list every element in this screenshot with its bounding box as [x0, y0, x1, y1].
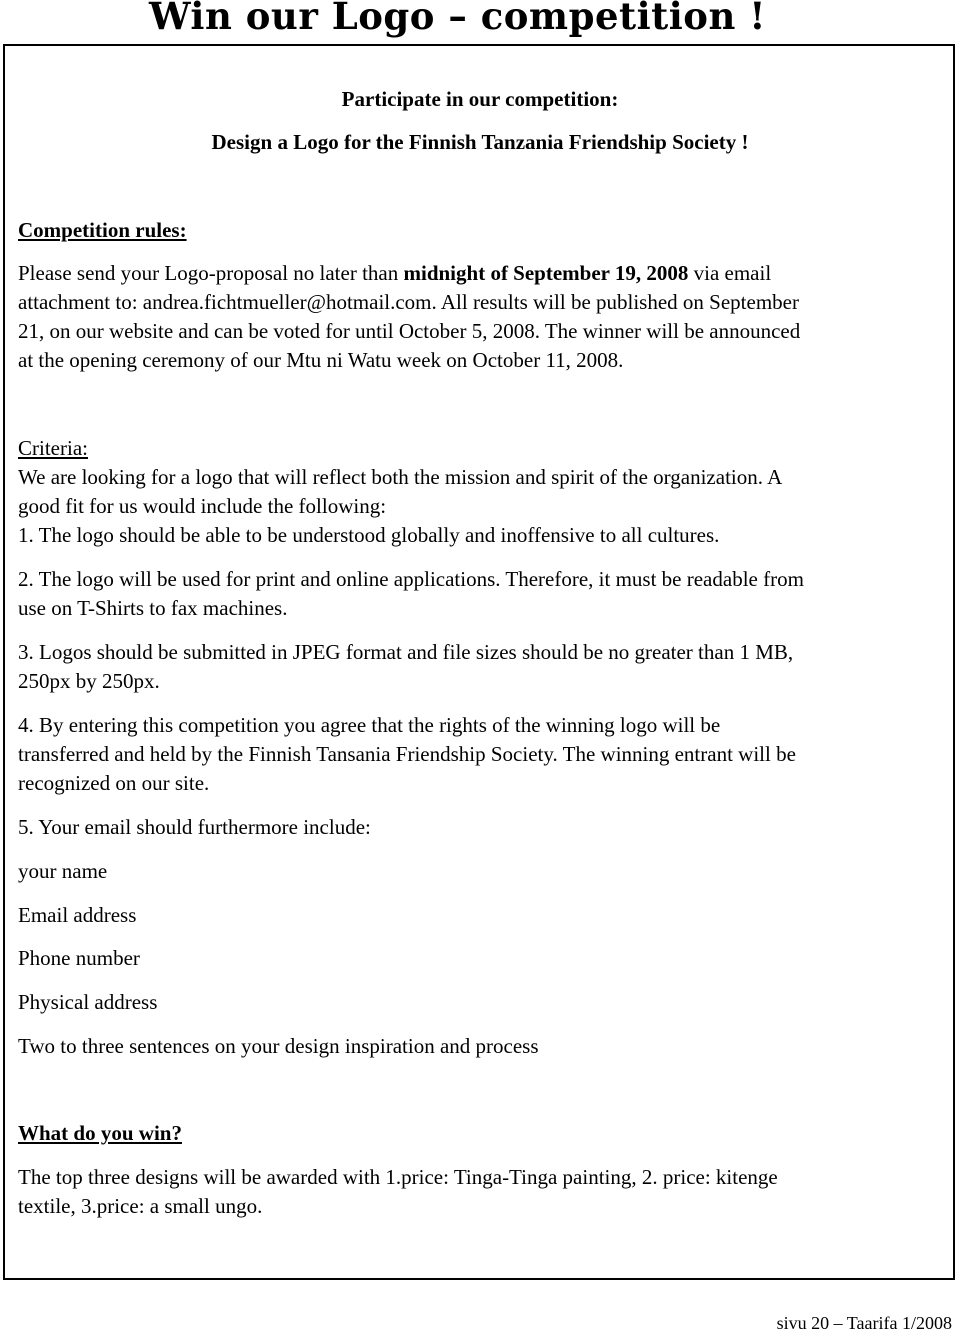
prizes-line-1: The top three designs will be awarded with 1.price: Tinga-Tinga painting, 2. price: kitenge: [18, 1165, 778, 1189]
intro-line-1: Participate in our competition:: [341, 87, 619, 111]
criteria-intro-1: We are looking for a logo that will reflect both the mission and spirit of the organization. A: [18, 465, 783, 489]
prizes-line-2: textile, 3.price: a small ungo.: [18, 1194, 263, 1218]
include-item: Email address: [18, 903, 137, 927]
rules-line-4: at the opening ceremony of our Mtu ni Watu week on October 11, 2008.: [18, 348, 624, 372]
criteria-item-4a: 4. By entering this competition you agree that the rights of the winning logo will be: [18, 713, 721, 737]
criteria-heading: Criteria:: [18, 436, 88, 460]
criteria-intro-2: good fit for us would include the following:: [18, 494, 387, 518]
criteria-item-3b: 250px by 250px.: [18, 669, 160, 693]
criteria-item-1: 1. The logo should be able to be understood globally and inoffensive to all cultures.: [18, 523, 720, 547]
prizes-heading: What do you win?: [18, 1121, 182, 1145]
rules-line-1a: Please send your Logo-proposal no later than: [18, 261, 404, 285]
rules-line-1b: via email: [688, 261, 772, 285]
include-item: Phone number: [18, 946, 140, 970]
criteria-item-3a: 3. Logos should be submitted in JPEG format and file sizes should be no greater than 1 MB,: [18, 640, 794, 664]
include-item: your name: [18, 859, 108, 883]
criteria-item-2b: use on T-Shirts to fax machines.: [18, 596, 288, 620]
rules-deadline: midnight of September 19, 2008: [403, 261, 689, 285]
intro-line-2: Design a Logo for the Finnish Tanzania Friendship Society !: [211, 130, 749, 154]
rules-line-1: [18, 259, 943, 288]
page-title: Win our Logo – competition !: [149, 0, 766, 38]
criteria-item-2a: 2. The logo will be used for print and online applications. Therefore, it must be readable from: [18, 567, 804, 591]
include-item: Physical address: [18, 990, 158, 1014]
page-footer: sivu 20 – Taarifa 1/2008: [776, 1313, 952, 1333]
criteria-item-4c: recognized on our site.: [18, 771, 210, 795]
include-item: Two to three sentences on your design inspiration and process: [18, 1034, 539, 1058]
criteria-item-4b: transferred and held by the Finnish Tansania Friendship Society. The winning entrant will be: [18, 742, 796, 766]
rules-line-2: attachment to: andrea.fichtmueller@hotmail.com. All results will be published on September: [18, 290, 799, 314]
rules-line-3: 21, on our website and can be voted for until October 5, 2008. The winner will be announced: [18, 319, 801, 343]
criteria-item-5: 5. Your email should furthermore include:: [18, 815, 371, 839]
rules-heading: Competition rules:: [18, 218, 187, 242]
